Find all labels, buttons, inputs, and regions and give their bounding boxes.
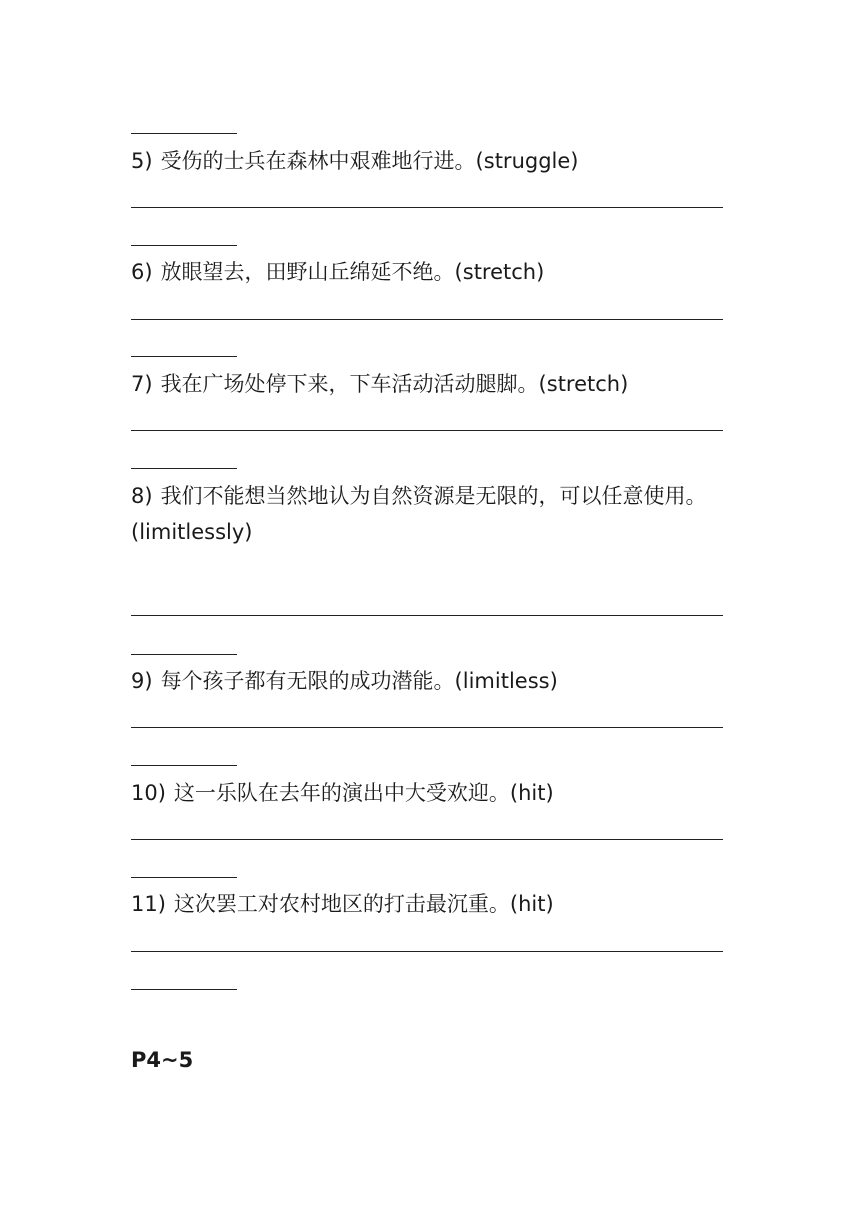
- question-text: 受伤的士兵在森林中艰难地行进。(struggle): [160, 149, 579, 173]
- question-number: 9): [131, 669, 153, 693]
- question-text: 我们不能想当然地认为自然资源是无限的，可以任意使用。: [160, 484, 707, 508]
- question-text: 每个孩子都有无限的成功潜能。(limitless): [160, 669, 558, 693]
- question-number: 8): [131, 484, 153, 508]
- question-6: [131, 258, 544, 286]
- question-8: [131, 482, 707, 510]
- question-text: 放眼望去，田野山丘绵延不绝。(stretch): [160, 260, 545, 284]
- question-number: 11): [131, 892, 166, 916]
- question-11: [131, 890, 554, 918]
- answer-line: [131, 319, 723, 320]
- question-text: 我在广场处停下来，下车活动活动腿脚。(stretch): [160, 372, 629, 396]
- answer-line: [131, 839, 723, 840]
- answer-line: [131, 654, 237, 655]
- answer-line: [131, 877, 237, 878]
- answer-line: [131, 430, 723, 431]
- answer-line: [131, 245, 237, 246]
- section-label: P4~5: [131, 1048, 194, 1072]
- question-9: [131, 667, 558, 695]
- question-number: 5): [131, 149, 153, 173]
- question-number: 6): [131, 260, 153, 284]
- question-text: 这次罢工对农村地区的打击最沉重。(hit): [173, 892, 554, 916]
- answer-line: [131, 951, 723, 952]
- question-7: [131, 370, 628, 398]
- question-number: 7): [131, 372, 153, 396]
- answer-line: [131, 989, 237, 990]
- answer-line: [131, 727, 723, 728]
- question-8-keyword: (limitlessly): [131, 520, 253, 544]
- question-5: [131, 147, 578, 175]
- answer-line: [131, 207, 723, 208]
- answer-line: [131, 468, 237, 469]
- answer-line: [131, 765, 237, 766]
- answer-line: [131, 356, 237, 357]
- question-10: [131, 779, 554, 807]
- answer-line: [131, 615, 723, 616]
- question-text: 这一乐队在去年的演出中大受欢迎。(hit): [173, 781, 554, 805]
- answer-line: [131, 133, 237, 134]
- question-number: 10): [131, 781, 166, 805]
